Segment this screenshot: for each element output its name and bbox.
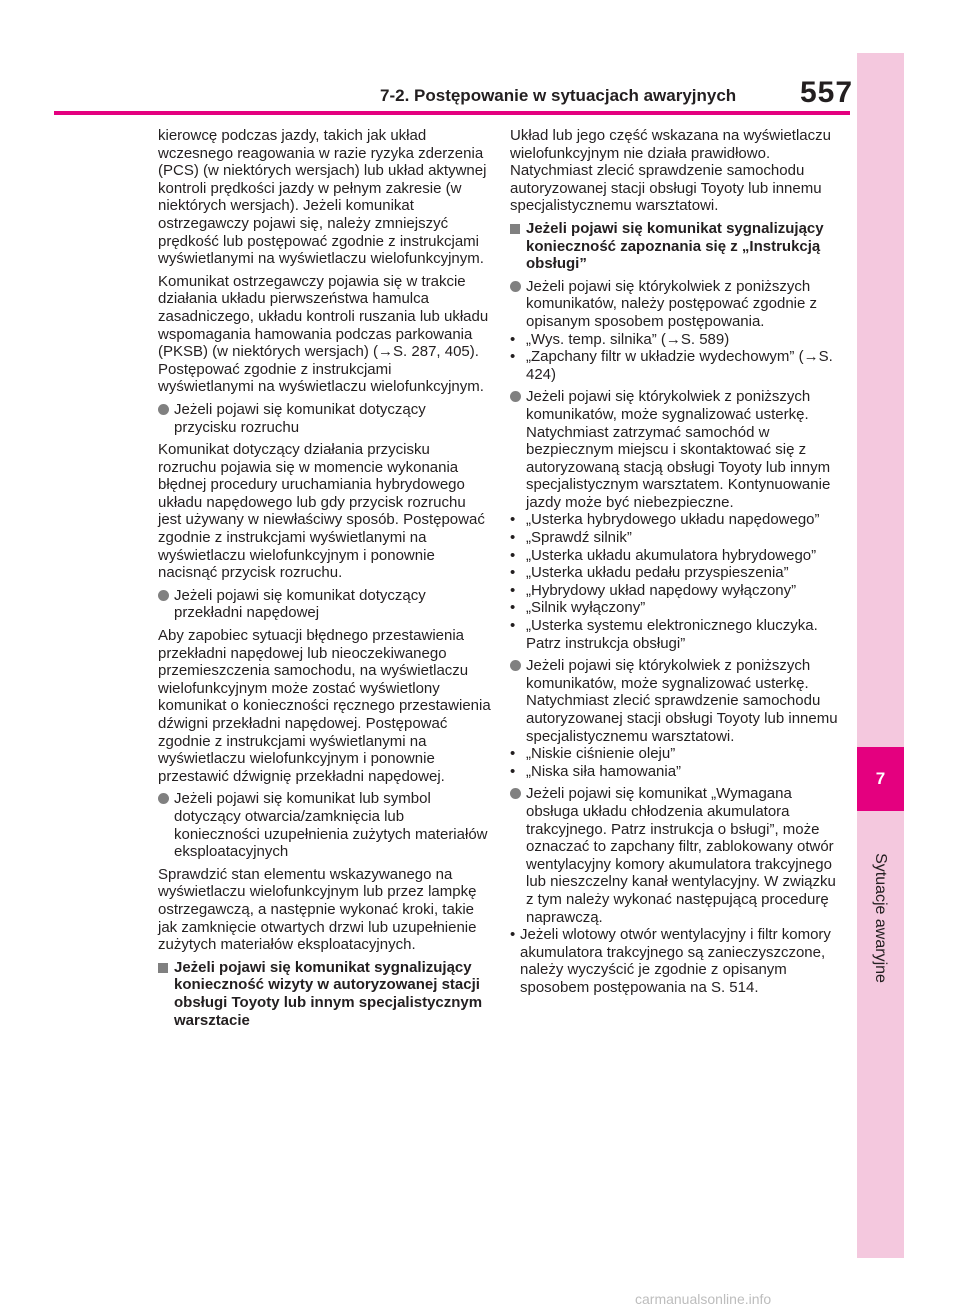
circle-bullet-icon [510,391,521,402]
heading-text: Jeżeli pojawi się komunikat dotyczący przekładni napędowej [174,586,426,622]
circle-heading [158,587,491,622]
list-item: • „Usterka układu pedału przyspieszenia” [510,564,789,582]
message-list [510,745,843,780]
list-item: • „Niska siła hamowania” [510,762,682,780]
circle-bullet-icon [158,404,169,415]
paragraph: Sprawdzić stan elementu wskazywanego na wyświetlaczu wielofunkcyjnym lub przez lampkę ostrzegawczą, a następnie wykonać kroki, takie jak zamknięcie otwartych drzwi lub uzupełnienie zużytych materiałów eksploatacyjnych. [158,865,477,954]
header-rule [54,111,850,115]
paragraph: kierowcę podczas jazdy, takich jak układ wczesnego reagowania w razie ryzyka zderzenia (PCS) (w niektórych wersjach) lub układ aktywnej kontroli prędkości jazdy w pełnym zakresie (w niektórych wersjach). Jeżeli komunikat ostrzegawczy pojawi się, należy zmniejszyć prędkość lub postępować zgodnie z instrukcjami wyświetlanymi na wyświetlaczu wielofunkcyjnym. [158,127,487,268]
item-text: Jeżeli pojawi się którykolwiek z poniższych komunikatów, może sygnalizować usterkę. Natychmiast zlecić sprawdzenie samochodu autoryzowanej stacji obsługi Toyoty lub innemu specjalistycznemu warsztatowi. [526,657,838,745]
paragraph: Komunikat ostrzegawczy pojawia się w trakcie działania układu pierwszeństwa hamulca zasadniczego, układu kontroli ruszania lub układu wspomagania hamowania podczas parkowania (PKSB) (w niektórych wersjach) (→S. 287, 405). Postępować zgodnie z instrukcjami wyświetlanymi na wyświetlaczu wielofunkcyjnym. [158,272,489,396]
circle-item [510,278,843,331]
list-item: • „Hybrydowy układ napędowy wyłączony” [510,581,797,599]
paragraph: Układ lub jego część wskazana na wyświetlaczu wielofunkcyjnym nie działa prawidłowo. Natychmiast zlecić sprawdzenie samochodu autoryzowanej stacji obsługi Toyoty lub innemu specjalistycznemu warsztatowi. [510,127,831,215]
message-list [510,511,843,652]
paragraph: Aby zapobiec sytuacji błędnego przestawienia przekładni napędowej lub nieoczekiwanego przemieszczenia samochodu, na wyświetlaczu wielofunkcyjnym może zostać wyświetlony komunikat o konieczności ręcznego przestawienia dźwigni przekładni napędowej. Postępować zgodnie z instrukcjami wyświetlanymi na wyświetlaczu wielofunkcyjnym i ponownie przestawić dźwignię przekładni napędowej. [158,627,491,785]
circle-bullet-icon [510,660,521,671]
paragraph: Komunikat dotyczący działania przycisku rozruchu pojawia się w momencie wykonania błędnej procedury uruchamiania hybrydowego układu napędowego lub gdy przycisk rozruchu jest używany w niewłaściwy sposób. Postępować zgodnie z instrukcjami wyświetlanymi na wyświetlaczu wielofunkcyjnym i ponownie nacisnąć przycisk rozruchu. [158,441,485,582]
watermark: carmanualsonline.info [635,1291,772,1307]
section-title: 7-2. Postępowanie w sytuacjach awaryjnych [380,86,737,105]
circle-bullet-icon [158,793,169,804]
circle-item [510,785,843,926]
chapter-side-tab [857,53,904,1258]
circle-bullet-icon [510,788,521,799]
list-item: • „Usterka systemu elektronicznego kluczyka. Patrz instrukcja obsługi” [510,617,818,652]
message-list [510,926,843,996]
circle-item [510,657,843,745]
chapter-number: 7 [857,747,904,811]
item-text: Jeżeli pojawi się komunikat „Wymagana obsługa układu chłodzenia akumulatora trakcyjnego. Patrz instrukcja o bsługi”, może oznaczać to zapchany filtr, zablokowany otwór wentylacyjny komory akumulatora trakcyjnego lub nieszczelny kanał wentylacyjny. W związku z tym należy wykonać następującą procedurę naprawczą. [526,785,836,926]
list-item: • Jeżeli wlotowy otwór wentylacyjny i filtr komory akumulatora trakcyjnego są zanieczyszczone, należy wyczyścić je zgodnie z opisanym sposobem postępowania na S. 514. [510,926,831,996]
circle-bullet-icon [158,590,169,601]
message-list [510,331,843,384]
square-bullet-icon [510,224,520,234]
list-item: • „Sprawdź silnik” [510,529,632,547]
heading-text: Jeżeli pojawi się komunikat dotyczący przycisku rozruchu [174,400,426,436]
heading-text: Jeżeli pojawi się komunikat lub symbol dotyczący otwarcia/zamknięcia lub konieczności uzupełnienia zużytych materiałów eksploatacyjnych [174,790,488,861]
list-item: • „Usterka hybrydowego układu napędowego” [510,511,820,529]
heading-text: Jeżeli pojawi się komunikat sygnalizujący konieczność wizyty w autoryzowanej stacji obsługi Toyoty lub innym specjalistycznym warsztacie [174,958,483,1029]
item-text: Jeżeli pojawi się którykolwiek z poniższych komunikatów, może sygnalizować usterkę. Natychmiast zatrzymać samochód w bezpiecznym miejscu i skontaktować się z autoryzowaną stacją obsługi Toyoty lub innym specjalistycznym warsztatem. Kontynuowanie jazdy może być niebezpieczne. [526,388,831,511]
item-text: Jeżeli pojawi się którykolwiek z poniższych komunikatów, należy postępować zgodnie z opisanym sposobem postępowania. [526,277,818,330]
chapter-title: Sytuacje awaryjne [872,853,889,983]
list-item: • „Zapchany filtr w układzie wydechowym” (→S. 424) [510,348,833,383]
right-column [510,127,843,1002]
list-item: • „Wys. temp. silnika” (→S. 589) [510,330,730,348]
left-column [158,127,491,1034]
square-heading [158,959,491,1029]
square-bullet-icon [158,963,168,973]
list-item: • „Niskie ciśnienie oleju” [510,745,676,763]
circle-item [510,388,843,511]
circle-heading [158,790,491,860]
page-number: 557 [800,76,854,109]
circle-heading [158,401,491,436]
square-heading [510,220,843,273]
heading-text: Jeżeli pojawi się komunikat sygnalizujący konieczność zapoznania się z „Instrukcją obsługi” [526,219,824,273]
list-item: • „Silnik wyłączony” [510,599,646,617]
circle-bullet-icon [510,281,521,292]
list-item: • „Usterka układu akumulatora hybrydowego” [510,546,817,564]
